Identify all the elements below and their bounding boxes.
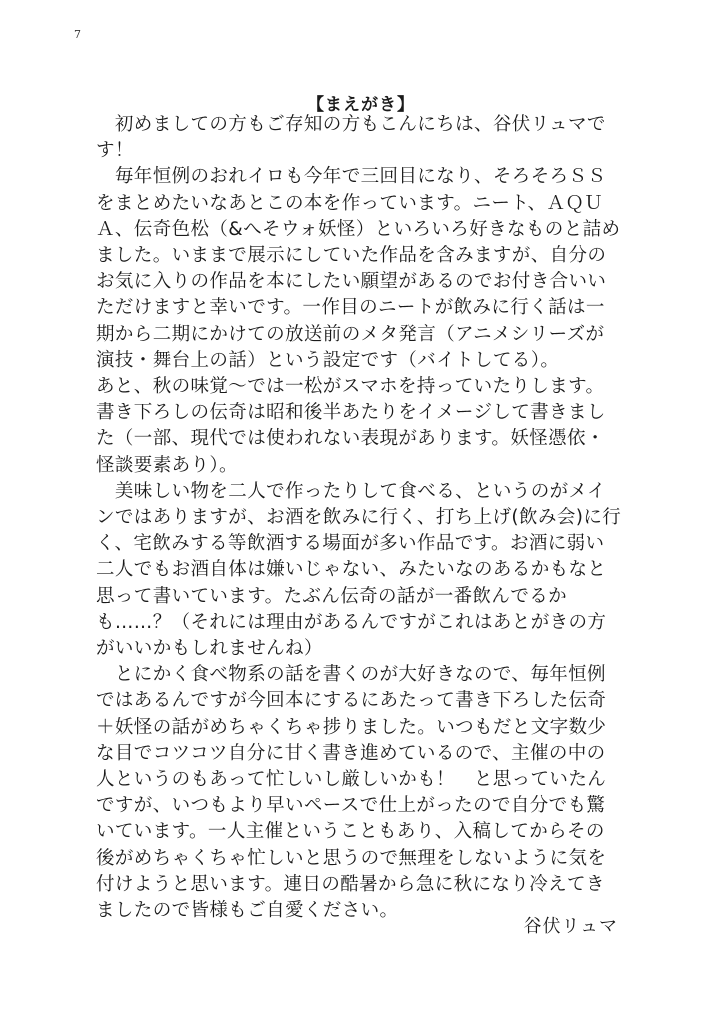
text-line: 後がめちゃくちゃ忙しいと思うので無理をしないように気を — [96, 847, 607, 869]
text-line: ですが、いつもより早いペースで仕上がったので自分でも驚 — [96, 795, 606, 817]
text-line: Ａ、伝奇色松（&へそウォ妖怪）といろいろ好きなものと詰め — [96, 218, 621, 240]
text-line: 書き下ろしの伝奇は昭和後半あたりをイメージして書きまし — [96, 402, 606, 424]
text-line: 人というのもあって忙しいし厳しいかも！ と思っていたん — [96, 769, 607, 791]
text-line: 付けようと思います。連日の酷暑から急に秋になり冷えてき — [96, 873, 605, 895]
text-line: ただけますと幸いです。一作目のニートが飲みに行く話は一 — [96, 297, 605, 319]
text-line: ましたので皆様もご自愛ください。 — [96, 900, 399, 922]
text-line: がいいかもしれませんね） — [96, 638, 323, 660]
text-line: お気に入りの作品を本にしたい願望があるのでお付き合いい — [96, 271, 607, 293]
text-line: 怪談要素あり）。 — [96, 454, 238, 476]
text-line: す！ — [96, 140, 134, 162]
text-line: た（一部、現代では使われない表現があります。妖怪憑依・ — [96, 428, 605, 450]
text-line: も……？（それには理由があるんですがこれはあとがきの方 — [96, 611, 607, 633]
page-title: 【まえがき】 — [307, 95, 415, 115]
text-line: ました。いままで展示にしていた作品を含みますが、自分の — [96, 245, 607, 267]
text-line: く、宅飲みする等飲酒する場面が多い作品です。お酒に弱い — [96, 533, 605, 555]
text-line: ではあるんですが今回本にするにあたって書き下ろした伝奇 — [96, 690, 607, 712]
author-signature: 谷伏リュマ — [523, 916, 618, 937]
text-line: 思って書いています。たぶん伝奇の話が一番飲んでるか — [96, 585, 568, 607]
text-line: 毎年恒例のおれイロも今年で三回目になり、そろそろＳＳ — [96, 166, 607, 188]
text-line: な目でコツコツ自分に甘く書き進めているので、主催の中の — [96, 742, 606, 764]
text-line: ＋妖怪の話がめちゃくちゃ捗りました。いつもだと文字数少 — [96, 716, 607, 738]
text-line: ンではありますが、お酒を飲みに行く、打ち上げ(飲み会)に行 — [96, 507, 622, 529]
text-line: 期から二期にかけての放送前のメタ発言（アニメシリーズが — [96, 323, 605, 345]
preface-body — [96, 112, 628, 924]
text-line: 演技・舞台上の話）という設定です（バイトしてる）。 — [96, 349, 560, 371]
text-line: 二人でもお酒自体は嫌いじゃない、みたいなのあるかもなと — [96, 559, 607, 581]
text-line: をまとめたいなあとこの本を作っています。ニート、ＡＱＵ — [96, 192, 604, 214]
text-line: いています。一人主催ということもあり、入稿してからその — [96, 821, 605, 843]
text-line: 初めましての方もご存知の方もこんにちは、谷伏リュマで — [96, 114, 606, 135]
text-line: とにかく食べ物系の話を書くのが大好きなので、毎年恒例 — [96, 664, 606, 686]
text-line: 美味しい物を二人で作ったりして食べる、というのがメイ — [96, 480, 606, 502]
page-number: 7 — [74, 28, 81, 41]
text-line: あと、秋の味覚～では一松がスマホを持っていたりします。 — [96, 376, 605, 398]
